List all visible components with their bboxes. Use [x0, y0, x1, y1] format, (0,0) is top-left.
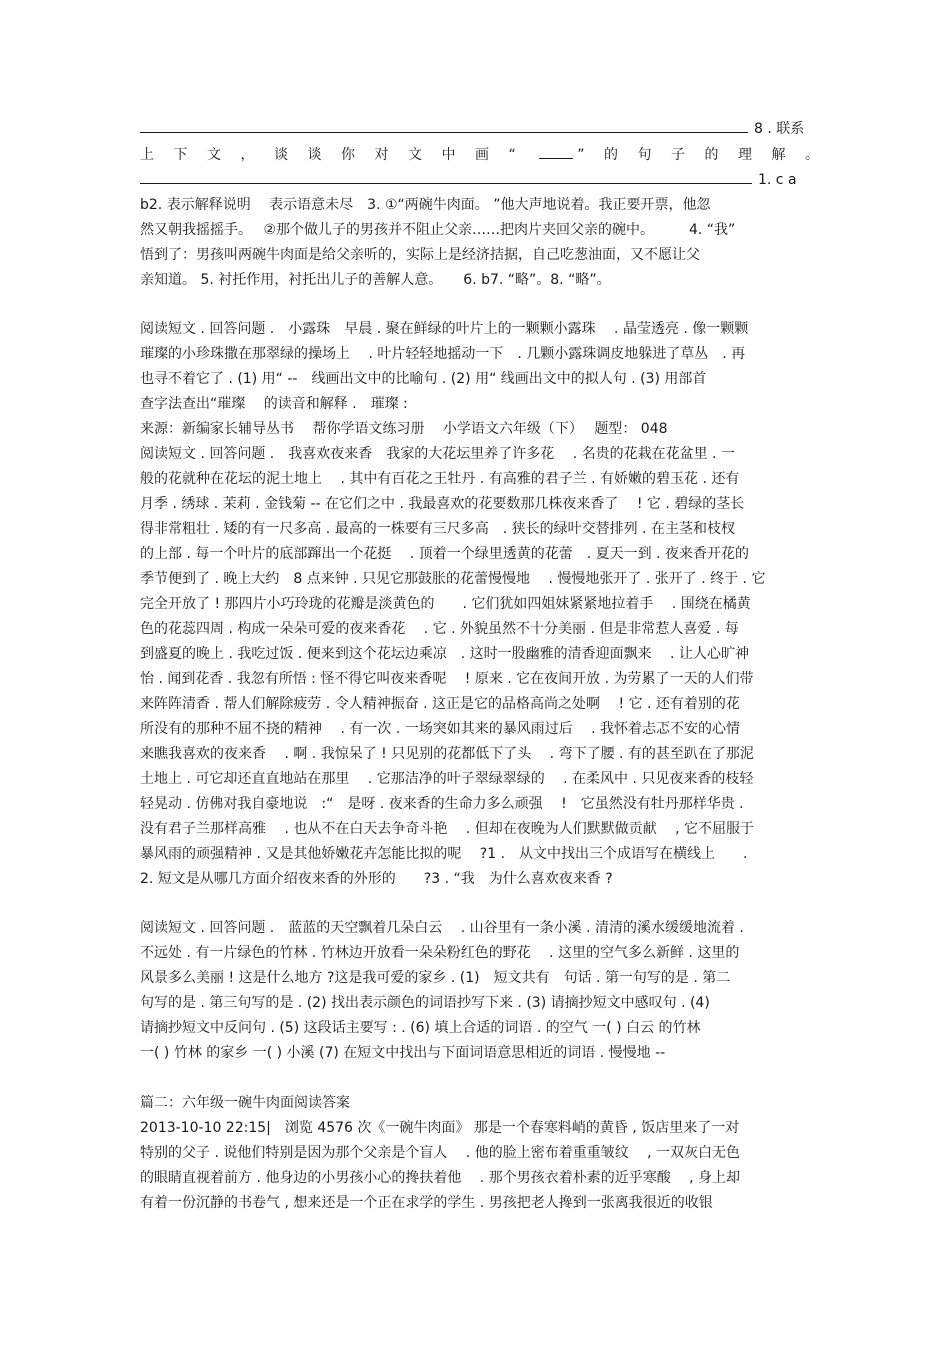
text-line: 2013-10-10 22:15| 浏览 4576 次《一碗牛肉面》 那是一个春寒料峭的黄昏 , 饭店里来了一对 [140, 1120, 740, 1136]
text-line: 特别的父子 . 说他们特别是因为那个父亲是个盲人 . 他的脸上密布着重重皱纹 , 一双灰白无色 [140, 1145, 741, 1161]
text-line: 句写的是 . 第三句写的是 . (2) 找出表示颜色的词语抄写下来 . (3) 请摘抄短文中感叹句 . (4) [140, 995, 710, 1011]
text-line: 般的花就种在花坛的泥土地上 . 其中有百花之王牡丹 . 有高雅的君子兰 . 有娇嫩的碧玉花 . 还有 [140, 471, 740, 487]
underline-rule [140, 171, 752, 184]
text-line: 璀璨的小珍珠撒在那翠绿的操场上 . 叶片轻轻地摇动一下 . 几颗小露珠调皮地躲进了草丛 . 再 [140, 346, 746, 362]
text-line: 来阵阵清香 . 帮人们解除疲劳 . 令人精神振奋 . 这正是它的品格高尚之处啊 ! 它 . 还有着别的花 [140, 696, 740, 712]
text-line: 完全开放了 ! 那四片小巧玲珑的花瓣是淡黄色的 . 它们犹如四姐妹紧紧地拉着手 . 围绕在橘黄 [140, 596, 751, 612]
quote-blank [539, 146, 573, 159]
text-line: 然又朝我摇摇手。 ②那个做儿子的男孩并不阻止父亲……把肉片夹回父亲的碗中。 4. “我” [140, 222, 736, 238]
text-line: 的眼睛直视着前方 . 他身边的小男孩小心的搀扶着他 . 那个男孩衣着朴素的近乎寒酸 , 身上却 [140, 1170, 741, 1186]
text-line: 有着一份沉静的书卷气 , 想来还是一个正在求学的学生 . 男孩把老人搀到一张离我很近的收银 [140, 1195, 713, 1211]
text-line: 2. 短文是从哪几方面介绍夜来香的外形的 ?3 . “我 为什么喜欢夜来香 ? [140, 871, 613, 887]
text-line: 阅读短文 . 回答问题 . 我喜欢夜来香 我家的大花坛里养了许多花 . 名贵的花栽在花盆里 . 一 [140, 446, 735, 462]
text-line: 所没有的那种不屈不挠的精神 . 有一次 . 一场突如其来的暴风雨过后 . 我怀着忐忑不安的心情 [140, 721, 741, 737]
text-line: 1. c a [140, 170, 812, 190]
text-line: 一( ) 竹林 的家乡 一( ) 小溪 (7) 在短文中找出与下面词语意思相近的词语 . 慢慢地 -- [140, 1045, 666, 1061]
underline-rule [140, 120, 748, 133]
text-line: 不远处 . 有一片绿色的竹林 . 竹林边开放看一朵朵粉红色的野花 . 这里的空气多么新鲜 . 这里的 [140, 945, 740, 961]
text-line: 土地上 . 可它却还直直地站在那里 . 它那洁净的叶子翠绿翠绿的 . 在柔风中 . 只见夜来香的枝轻 [140, 771, 754, 787]
text-line: 的上部 . 每一个叶片的底部蹿出一个花挺 . 顶着一个绿里透黄的花蕾 . 夏天一到 . 夜来香开花的 [140, 546, 749, 562]
text-line: 得非常粗壮 . 矮的有一尺多高 . 最高的一株要有三尺多高 . 狭长的绿叶交替排列 . 在主茎和枝杈 [140, 521, 735, 537]
text-line: 暴风雨的顽强精神 . 又是其他娇嫩花卉怎能比拟的呢 ?1 . 从文中找出三个成语写在横线上 . [140, 846, 748, 862]
text-line: 怡 . 闻到花香 . 我忽有所悟 : 怪不得它叫夜来香呢 ! 原来 . 它在夜间开放 . 为劳累了一天的人们带 [140, 671, 754, 687]
text-line: 月季 . 绣球 . 茉莉 . 金钱菊 -- 在它们之中 . 我最喜欢的花要数那几株夜来香了 ! 它 . 碧绿的茎长 [140, 496, 745, 512]
text-line: 查字法查出“璀璨 的读音和解释 . 璀璨 : [140, 396, 408, 412]
text-line: 悟到了：男孩叫两碗牛肉面是给父亲听的，实际上是经济拮据，自己吃葱油面，又不愿让父 [140, 247, 700, 263]
text-line: 来瞧我喜欢的夜来香 . 啊 . 我惊呆了 ! 只见别的花都低下了头 . 弯下了腰 . 有的甚至趴在了那泥 [140, 746, 754, 762]
text-line: 来源：新编家长辅导丛书 帮你学语文练习册 小学语文六年级（下） 题型： 048 [140, 421, 668, 437]
text-line: 8 . 联系 [140, 119, 812, 139]
section-heading: 篇二：六年级一碗牛肉面阅读答案 [140, 1095, 350, 1111]
text-line: 也寻不着它了 . (1) 用“ -- 线画出文中的比喻句 . (2) 用“ 线画出文中的拟人句 . (3) 用部首 [140, 371, 707, 387]
text-line: 亲知道。 5. 衬托作用，衬托出儿子的善解人意。 6. b7. “略”。8. “略”。 [140, 272, 611, 288]
text-line: 季节便到了 . 晚上大约 8 点来钟 . 只见它那鼓胀的花蕾慢慢地 . 慢慢地张开了 . 张开了 . 终于 . 它 [140, 571, 766, 587]
text-line: 色的花蕊四周 . 构成一朵朵可爱的夜来香花 . 它 . 外貌虽然不十分美丽 . 但是非常惹人喜爱 . 每 [140, 621, 739, 637]
text-line: 请摘抄短文中反问句 . (5) 这段话主要写 : . (6) 填上合适的词语 . 的空气 一( ) 白云 的竹林 [140, 1020, 701, 1036]
text-line: 到盛夏的晚上 . 我吃过饭 . 便来到这个花坛边乘凉 . 这时一股幽雅的清香迎面飘来 . 让人心旷神 [140, 646, 749, 662]
text-line: 风景多么美丽 ! 这是什么地方 ?这是我可爱的家乡 . (1) 短文共有 句话 . 第一句写的是 . 第二 [140, 970, 731, 986]
text-line: 阅读短文 . 回答问题 . 小露珠 早晨 . 聚在鲜绿的叶片上的一颗颗小露珠 . 晶莹透亮 . 像一颗颗 [140, 321, 749, 337]
text-line: b2. 表示解释说明 表示语意未尽 3. ①“两碗牛肉面。 ”他大声地说着。我正要开票，他忽 [140, 197, 711, 213]
text-line: 上下文，谈谈你对文中画“ ”的句子的理解。 [140, 147, 839, 163]
text-line: 没有君子兰那样高雅 . 也从不在白天去争奇斗艳 . 但却在夜晚为人们默默做贡献 , 它不屈服于 [140, 821, 755, 837]
text-line: 轻晃动 . 仿佛对我自豪地说 :“ 是呀 . 夜来香的生命力多么顽强 ! 它虽然没有牡丹那样华贵 . [140, 796, 744, 812]
text-line: 阅读短文 . 回答问题 . 蓝蓝的天空飘着几朵白云 . 山谷里有一条小溪 . 清清的溪水缓缓地流着 . [140, 920, 744, 936]
